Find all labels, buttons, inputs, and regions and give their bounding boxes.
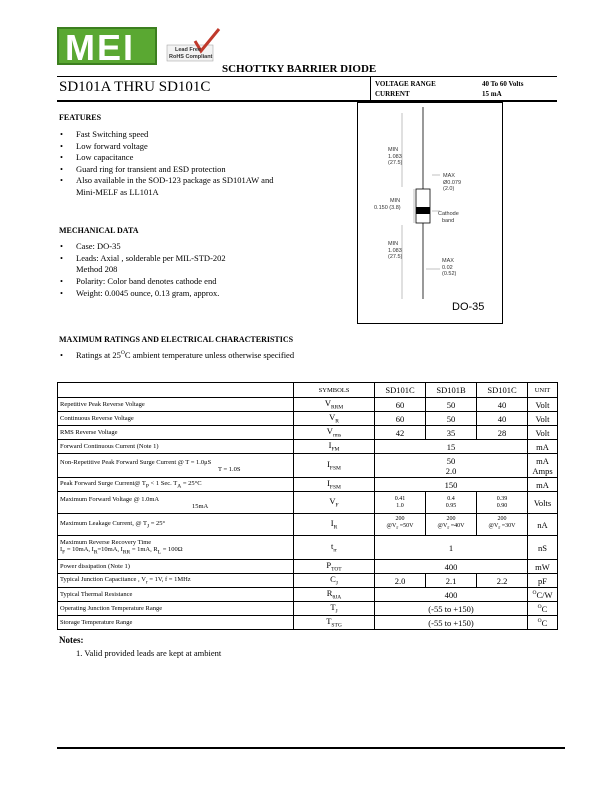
rohs-line-2: RoHS Compliant <box>169 54 213 60</box>
note-item: 1. Valid provided leads are kept at ambient <box>76 648 222 658</box>
feature-item: • Low forward voltage <box>58 141 348 153</box>
mechanical-item-continuation: Method 208 <box>76 264 118 274</box>
table-row: Forward Continuous Current (Note 1) $I_{FM}$ 15 mA <box>58 440 558 454</box>
company-logo <box>57 27 157 68</box>
part-range: SD101A THRU SD101C <box>59 79 211 95</box>
mechanical-item: • Case: DO-35 <box>58 241 348 253</box>
rohs-badge <box>165 27 223 63</box>
table-header-sd101c: SD101C <box>375 383 426 398</box>
mechanical-heading: MECHANICAL DATA <box>59 226 139 235</box>
ratings-heading: MAXIMUM RATINGS AND ELECTRICAL CHARACTERISTICS <box>59 335 294 344</box>
rohs-line-1: Lead Free <box>175 47 201 53</box>
notes-heading: Notes: <box>59 635 84 645</box>
features-heading: FEATURES <box>59 113 102 122</box>
table-header-symbols: SYMBOLS <box>294 383 375 398</box>
footer-rule <box>57 747 565 749</box>
mechanical-list-2 <box>58 276 348 299</box>
voltage-range-label: VOLTAGE RANGE <box>375 80 436 88</box>
table-row: Non-Repetitive Peak Forward Surge Current @ T = 1.0μS T = 1.0S $I_{FSM}$ 50 2.0 mA Amps <box>58 454 558 478</box>
table-header-unit: UNIT <box>528 383 558 398</box>
lead-length-bottom: MIN 1.083 (27.5) <box>388 241 403 260</box>
package-name: DO-35 <box>452 301 485 313</box>
table-header-row <box>58 383 558 398</box>
feature-item-continuation: Mini-MELF as LL101A <box>76 187 159 197</box>
electrical-characteristics-table <box>57 382 558 630</box>
body-length: MIN 0.150 (3.8) <box>374 198 401 211</box>
feature-item: • Guard ring for transient and ESD protection <box>58 164 348 176</box>
header-top-rule <box>57 76 557 77</box>
mechanical-list <box>58 241 348 264</box>
mechanical-item: • Polarity: Color band denotes cathode end <box>58 276 348 288</box>
table-header-parameter <box>58 383 294 398</box>
table-row: Maximum Leakage Current, @ $T_J = 25^\circ$ $I_R$ 200 $@V_r =50V$ 200 $@V_r =40V$ 200 $@V_r =30V$ nA <box>58 514 558 536</box>
table-row: Storage Temperature Range $T_{STG}$ (-55 to +150) $^O$C <box>58 616 558 630</box>
diode-outline-drawing <box>358 103 502 323</box>
mechanical-item: • Leads: Axial , solderable per MIL-STD-202 <box>58 253 348 265</box>
table-row: Continuous Reverse Voltage $V_R$ 60 50 40 Volt <box>58 412 558 426</box>
table-row: Typical Junction Capacitance , $V_r = 1V$, f = 1MHz $C_J$ 2.0 2.1 2.2 pF <box>58 574 558 588</box>
document-title: SCHOTTKY BARRIER DIODE <box>222 63 377 75</box>
current-value: 15 mA <box>482 90 502 98</box>
voltage-range-value: 40 To 60 Volts <box>482 80 524 88</box>
package-drawing <box>357 102 503 324</box>
header-divider <box>370 77 371 100</box>
table-row: Typical Thermal Resistance $R_{\theta JA}$ 400 $^O$C/W <box>58 588 558 602</box>
feature-item: • Also available in the SOD-123 package as SD101AW and <box>58 175 348 187</box>
ratings-note: • Ratings at $25^OC$ ambient temperature unless otherwise specified <box>60 350 295 360</box>
table-row: Repetitive Peak Reverse Voltage $V_{RRM}$ 60 50 40 Volt <box>58 398 558 412</box>
body-diameter: MAX Ø0.079 (2.0) <box>443 173 462 192</box>
current-label: CURRENT <box>375 90 410 98</box>
lead-diameter: MAX 0.02 (0.52) <box>442 258 457 277</box>
table-row: Peak Forward Surge Current@ $T_P < 1$ Sec. $T_A = 25^\circ C$ $I_{FSM}$ 150 mA <box>58 478 558 492</box>
table-row: Operating Junction Temperature Range $T_J$ (-55 to +150) $^O$C <box>58 602 558 616</box>
table-row: Maximum Reverse Recovery Time $I_F = 10mA$, $I_R=10mA$, $I_{RR} = 1mA$, $R_L = 100\Omega$ $t_{rr}$ 1 nS <box>58 536 558 560</box>
lead-length-top: MIN 1.083 (27.5) <box>388 147 403 166</box>
table-row: Maximum Forward Voltage @ 1.0mA 15mA $V_F$ 0.41 1.0 0.4 0.95 0.39 0.90 Volts <box>58 492 558 514</box>
table-row: Power dissipation (Note 1) $P_{TOT}$ 400 mW <box>58 560 558 574</box>
cathode-band-label: Cathode band <box>438 211 459 224</box>
features-list <box>58 129 348 187</box>
table-row: RMS Reverse Voltage $V_{rms}$ 42 35 28 Volt <box>58 426 558 440</box>
feature-item: • Fast Switching speed <box>58 129 348 141</box>
table-header-sd101c-2: SD101C <box>477 383 528 398</box>
logo-text: MEI <box>65 27 136 68</box>
table-header-sd101b: SD101B <box>426 383 477 398</box>
feature-item: • Low capacitance <box>58 152 348 164</box>
mechanical-item: • Weight: 0.0045 ounce, 0.13 gram, approx. <box>58 288 348 300</box>
